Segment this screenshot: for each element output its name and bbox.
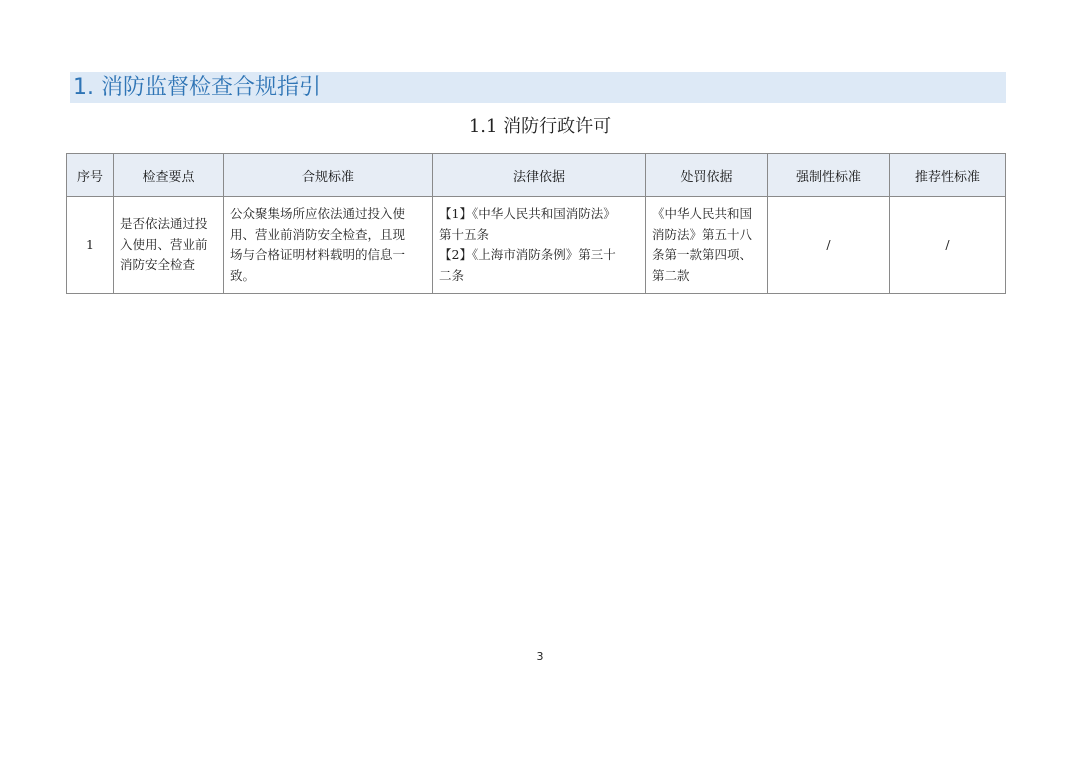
compliance-line: 场与合格证明材料载明的信息一 xyxy=(230,247,406,262)
penalty-line: 条第一款第四项、 xyxy=(652,247,753,262)
legal-basis-line: 第十五条 xyxy=(439,226,490,242)
legal-basis-line: 【1】《中华人民共和国消防法》 xyxy=(439,206,616,221)
compliance-line: 公众聚集场所应依法通过投入使 xyxy=(230,206,406,221)
header-check-point: 检查要点 xyxy=(114,154,224,197)
cell-check-point xyxy=(114,197,224,294)
header-compliance-standard: 合规标准 xyxy=(224,154,433,197)
legal-basis-line: 【2】《上海市消防条例》第三十 xyxy=(439,247,616,262)
header-recommended-standard: 推荐性标准 xyxy=(890,154,1006,197)
header-mandatory-standard: 强制性标准 xyxy=(768,154,890,197)
check-point-line: 消防安全检查 xyxy=(120,257,196,273)
header-legal-basis: 法律依据 xyxy=(433,154,646,197)
cell-serial-number: 1 xyxy=(67,197,114,294)
cell-legal-basis xyxy=(433,197,646,294)
penalty-line: 《中华人民共和国 xyxy=(652,206,753,221)
cell-penalty-basis xyxy=(646,197,768,294)
check-point-line: 入使用、营业前 xyxy=(120,236,208,252)
penalty-line: 消防法》第五十八 xyxy=(652,226,753,242)
compliance-line: 用、营业前消防安全检查，且现 xyxy=(230,226,406,242)
section-title: 1. 消防监督检查合规指引 xyxy=(73,75,321,100)
penalty-line: 第二款 xyxy=(652,267,690,283)
header-serial-number: 序号 xyxy=(67,154,114,197)
table-row xyxy=(67,197,1006,294)
subsection-title: 1.1 消防行政许可 xyxy=(468,116,612,137)
compliance-table xyxy=(66,153,1006,294)
legal-basis-line: 二条 xyxy=(439,267,465,283)
table-header-row xyxy=(67,154,1006,197)
compliance-line: 致。 xyxy=(230,267,256,283)
check-point-line: 是否依法通过投 xyxy=(120,216,208,232)
cell-mandatory-standard: / xyxy=(768,197,890,294)
page-number: 3 xyxy=(536,650,544,663)
header-penalty-basis: 处罚依据 xyxy=(646,154,768,197)
cell-compliance-standard xyxy=(224,197,433,294)
cell-recommended-standard: / xyxy=(890,197,1006,294)
